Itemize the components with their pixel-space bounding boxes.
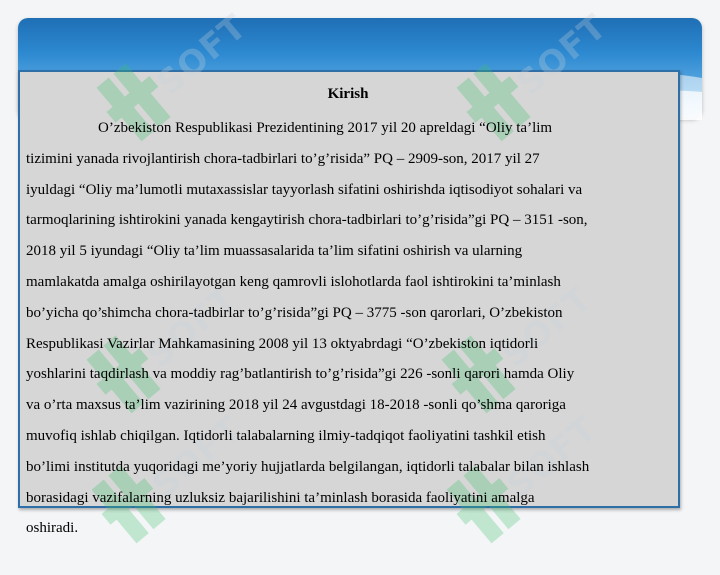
watermark-text: SOFT bbox=[509, 6, 615, 104]
paragraph-line: tarmoqlarining ishtirokini yanada kengaytirish chora-tadbirlari to’g’risida”gi PQ – 3151 -son, bbox=[26, 212, 588, 229]
paragraph-line: oshiradi. bbox=[26, 520, 79, 537]
document-title: Kirish bbox=[327, 86, 369, 102]
paragraph-line: Respublikasi Vazirlar Mahkamasining 2008 yil 13 oktyabrdagi “O’zbekiston iqtidorli bbox=[26, 335, 539, 352]
watermark-text: SOFT bbox=[499, 408, 605, 506]
paragraph-line: borasidagi vazifalarning uzluksiz bajarilishini ta’minlash borasida faoliyatini amalga bbox=[26, 489, 535, 506]
paragraph-line: bo’limi institutda yuqoridagi me’yoriy hujjatlarda belgilangan, iqtidorli talabalar bilan ishlash bbox=[26, 458, 590, 475]
watermark-text: SOFT bbox=[144, 408, 250, 506]
paragraph-line: bo’yicha qo’shimcha chora-tadbirlar to’g’risida”gi PQ – 3775 -son qarorlari, O’zbekiston bbox=[26, 304, 563, 321]
document-paragraph bbox=[26, 113, 676, 544]
paragraph-line: mamlakatda amalga oshirilayotgan keng qamrovli islohotlarda faol ishtirokini ta’minlash bbox=[26, 273, 561, 290]
paragraph-line: O’zbekiston Respublikasi Prezidentining 2017 yil 20 apreldagi “Oliy ta’lim bbox=[98, 120, 553, 136]
paragraph-line: tizimini yanada rivojlantirish chora-tadbirlari to’g’risida” PQ – 2909-son, 2017 yil 27 bbox=[26, 150, 540, 167]
paragraph-line: va o’rta maxsus ta’lim vazirining 2018 yil 24 avgustdagi 18-2018 -sonli qo’shma qaroriga bbox=[26, 397, 566, 414]
paragraph-line: iyuldagi “Oliy ma’lumotli mutaxassislar tayyorlash sifatini oshirishda iqtisodiyot sohalari va bbox=[26, 181, 583, 198]
watermark-text: SOFT bbox=[494, 278, 600, 376]
paragraph-line: 2018 yil 5 iyundagi “Oliy ta’lim muassasalarida ta’lim sifatini oshirish va ularning bbox=[26, 243, 523, 260]
paragraph-line: yoshlarini taqdirlash va moddiy rag’batlantirish to’g’risida”gi 226 -sonli qarori hamda Oliy bbox=[26, 366, 575, 383]
paragraph-line: muvofiq ishlab chiqilgan. Iqtidorli talabalarning ilmiy-tadqiqot faoliyatini tashkil etish bbox=[26, 427, 546, 444]
watermark-text: SOFT bbox=[139, 278, 245, 376]
watermark-text: SOFT bbox=[149, 6, 255, 104]
